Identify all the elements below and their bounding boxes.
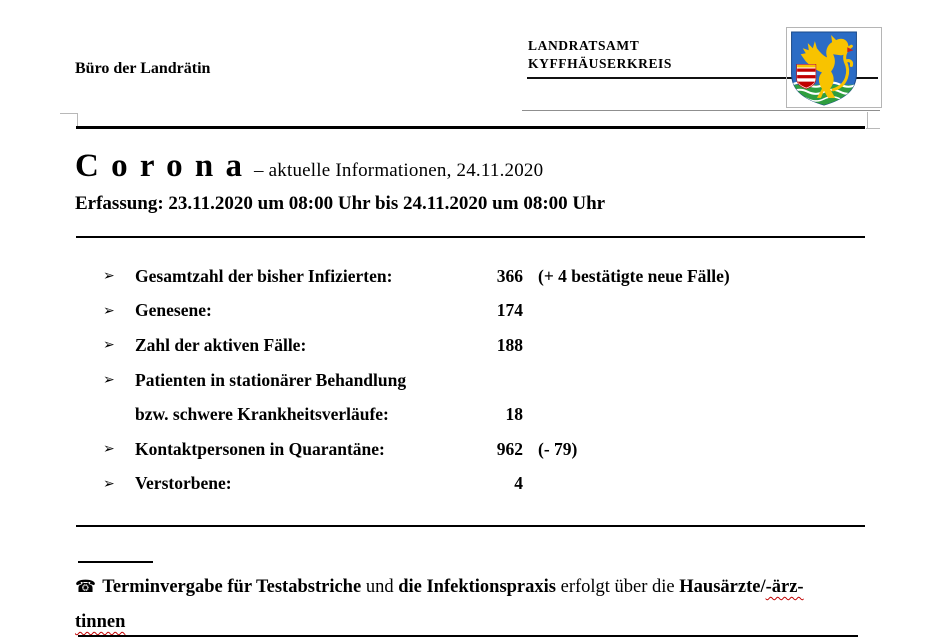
- table-tick-left-h: [60, 113, 78, 114]
- footer-segment-regular: und: [361, 577, 399, 597]
- phone-icon: ☎: [75, 577, 97, 597]
- stat-value: 962: [496, 438, 523, 459]
- stat-value: 366: [496, 265, 523, 286]
- organization-name-line1: LANDRATSAMT: [528, 38, 640, 53]
- footnote-rule: [78, 561, 153, 563]
- footer-segment-regular: erfolgt über die: [555, 577, 680, 597]
- list-bullet-icon: ➢: [103, 441, 115, 458]
- list-bullet-icon: ➢: [103, 337, 115, 354]
- reporting-period: Erfassung: 23.11.2020 um 08:00 Uhr bis 24.11.2020 um 08:00 Uhr: [75, 193, 606, 214]
- footer-segment-bold: Hausärzte/: [679, 577, 766, 597]
- page-title: C o r o n a: [75, 148, 244, 184]
- list-bullet-icon: ➢: [103, 268, 115, 285]
- table-tick-right-h: [866, 128, 880, 129]
- stat-value: 18: [505, 404, 523, 425]
- coat-of-arms-box: [786, 27, 882, 108]
- list-bullet-icon: ➢: [103, 302, 115, 319]
- footer-segment-misspelled: -ärz-: [765, 577, 804, 597]
- appointment-info-line1: [75, 577, 804, 598]
- bottom-rule: [78, 635, 858, 637]
- stat-note: (+ 4 bestätigte neue Fälle): [538, 265, 730, 286]
- stats-rule: [76, 525, 865, 527]
- organization-name: [528, 37, 672, 73]
- stat-row-hospitalized-line2: [75, 397, 865, 432]
- title-row: [75, 148, 543, 185]
- list-bullet-icon: ➢: [103, 372, 115, 389]
- stat-row-quarantine-contacts: [75, 432, 865, 467]
- title-rule: [76, 236, 865, 238]
- stat-value: 174: [496, 300, 523, 321]
- page-subtitle: – aktuelle Informationen, 24.11.2020: [254, 160, 544, 181]
- stat-label: bzw. schwere Krankheitsverläufe:: [135, 404, 389, 425]
- small-shield: [797, 64, 816, 88]
- stat-label: Verstorbene:: [135, 473, 232, 494]
- stat-note: (- 79): [538, 438, 578, 459]
- office-title: Büro der Landrätin: [75, 60, 211, 77]
- stat-row-recovered: [75, 294, 865, 329]
- stat-row-active-cases: [75, 328, 865, 363]
- stat-label: Patienten in stationärer Behandlung: [135, 369, 407, 390]
- stat-value: 188: [496, 334, 523, 355]
- stat-value: 4: [514, 473, 523, 494]
- appointment-info-line2: [75, 612, 125, 633]
- footer-segment-bold: Terminvergabe für Testabstriche: [102, 577, 362, 597]
- header-cell-divider: [522, 110, 880, 111]
- organization-name-line2: KYFFHÄUSERKREIS: [528, 56, 673, 71]
- stat-row-hospitalized-line1: [75, 363, 865, 398]
- stat-label: Genesene:: [135, 300, 212, 321]
- statistics-list: [75, 259, 865, 501]
- stat-label: Gesamtzahl der bisher Infizierten:: [135, 265, 393, 286]
- stat-label: Zahl der aktiven Fälle:: [135, 334, 307, 355]
- footer-segment-bold: die Infektionspraxis: [398, 577, 556, 597]
- stat-row-deceased: [75, 467, 865, 502]
- footer-segment-misspelled: tinnen: [75, 612, 126, 632]
- coat-of-arms-icon: [790, 31, 858, 106]
- list-bullet-icon: ➢: [103, 475, 115, 492]
- table-tick-left-v: [77, 113, 78, 127]
- table-tick-right-v: [867, 112, 868, 128]
- stat-label: Kontaktpersonen in Quarantäne:: [135, 438, 385, 459]
- header-rule: [76, 126, 865, 129]
- stat-row-total-infected: [75, 259, 865, 294]
